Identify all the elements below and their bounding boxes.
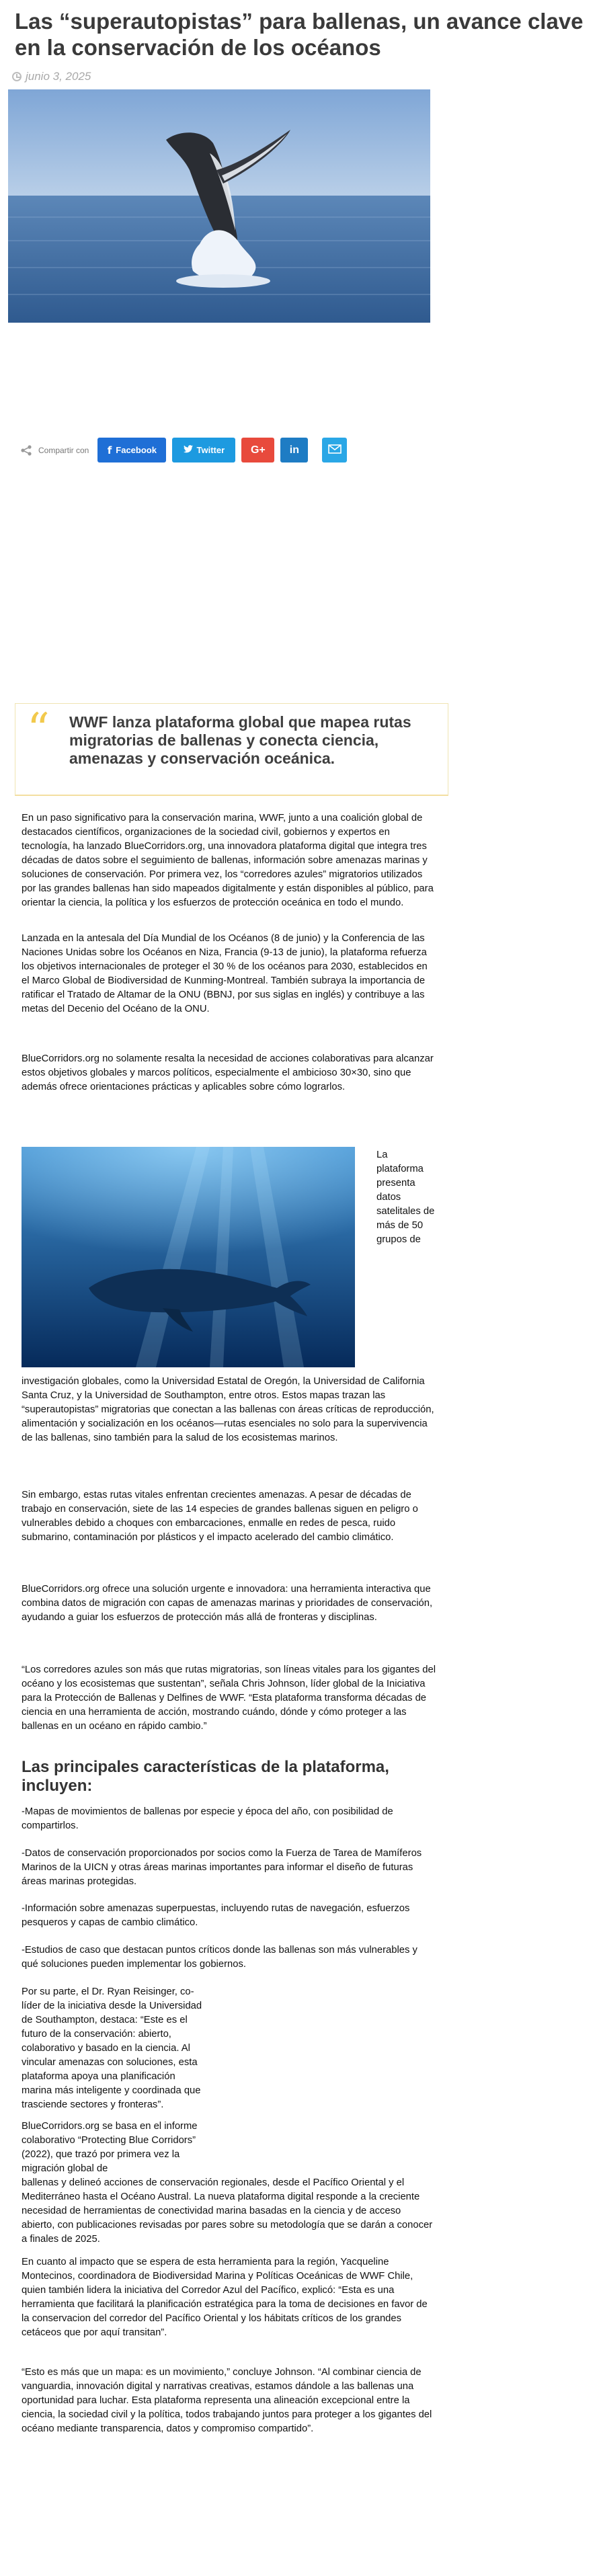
paragraph-8: Por su parte, el Dr. Ryan Reisinger, co-líder de la iniciativa desde la Universidad de Southampton, destaca: “Este es el futuro de la conservación: abierto, colaborativo y basado en la ciencia. Al vincular amenazas con soluciones, esta plataforma apoya una planificación marina más inteligente y coordinada que trasciende sectores y fronteras”. [22, 1986, 202, 2110]
email-share-button[interactable] [322, 438, 347, 462]
twitter-share-button[interactable] [172, 438, 235, 462]
pullquote-box [15, 703, 448, 796]
paragraph-1: En un paso significativo para la conservación marina, WWF, junto a una coalición global de destacados científicos, organizaciones de la sociedad civil, gobiernos y expertos en tecnología, ha lanzado BlueCorridors.org, una innovadora plataforma digital que integra tres décadas de datos sobre el seguimiento de ballenas, información sobre amenazas marinas y soluciones de conservación. Por primera vez, los “corredores azules” migratorios utilizados por las grandes ballenas han sido mapeados digitalmente y están disponibles al público, para orientar la ciencia, la política y los esfuerzos de protección oceánica en todo el mundo. [22, 813, 434, 908]
underwater-whale-image [22, 1147, 355, 1367]
facebook-label: Facebook [116, 445, 157, 455]
feature-item-1: -Mapas de movimientos de ballenas por especie y época del año, con posibilidad de compartirlos. [22, 1806, 393, 1831]
quote-icon: “ [27, 704, 50, 756]
paragraph-10: En cuanto al impacto que se espera de esta herramienta para la región, Yacqueline Montecinos, coordinadora de Biodiversidad Marina y Políticas Oceánicas de WWF Chile, quien también lidera la iniciativa del Corredor Azul del Pacífico, explicó: “Esta es una herramienta que facilitará la planificación estratégica para la toma de decisiones en favor de la conservacion del corredor del Pacífico Oriental y los hábitats críticos de los grandes cetáceos que por aquí transitan”. [22, 2257, 428, 2338]
linkedin-icon: in [289, 444, 299, 456]
share-icon [20, 444, 32, 456]
paragraph-7: “Los corredores azules son más que rutas migratorias, son líneas vitales para los gigantes del océano y los ecosistemas que sustentan”, señala Chris Johnson, líder global de la Iniciativa para la Protección de Ballenas y Delfines de WWF. “Esta plataforma transforma décadas de ciencia en una herramienta de acción, mostrando cuándo, dónde y cómo proteger a las ballenas en un océano en rápido cambio.” [22, 1664, 436, 1732]
whale-breach-illustration [8, 89, 430, 323]
pullquote-text: WWF lanza plataforma global que mapea rutas migratorias de ballenas y conecta ciencia, amenazas y conservación oceánica. [69, 713, 411, 767]
facebook-share-button[interactable] [97, 438, 166, 462]
article-title: Las “superautopistas” para ballenas, un avance clave en la conservación de los océanos [15, 9, 584, 60]
paragraph-4-side: La plataforma presenta datos satelitales de más de 50 grupos de [376, 1150, 435, 1245]
share-bar [20, 438, 347, 462]
googleplus-share-button[interactable] [241, 438, 274, 462]
feature-item-3: -Información sobre amenazas superpuestas, incluyendo rutas de navegación, esfuerzos pesqueros y capas de cambio climático. [22, 1903, 410, 1928]
email-icon [328, 444, 342, 456]
paragraph-11: “Esto es más que un mapa: es un movimiento,” concluye Johnson. “Al combinar ciencia de vanguardia, innovación digital y narrativas creativas, estamos dándole a las ballenas una oportunidad para luchar. Esta plataforma representa una alineación excepcional entre la ciencia, la sociedad civil y la política, todos trabajando juntos para proteger a los gigantes del océano mediante transparencia, datos y compromiso compartido”. [22, 2367, 432, 2434]
feature-item-4: -Estudios de caso que destacan puntos críticos donde las ballenas son más vulnerables y qué soluciones pueden implementar los gobiernos. [22, 1945, 417, 1970]
date-text: junio 3, 2025 [26, 70, 91, 83]
features-heading: Las principales características de la plataforma, incluyen: [22, 1758, 389, 1795]
linkedin-share-button[interactable] [280, 438, 308, 462]
facebook-icon: f [107, 444, 112, 456]
paragraph-2: Lanzada en la antesala del Día Mundial de los Océanos (8 de junio) y la Conferencia de las Naciones Unidas sobre los Océanos en Niza, Francia (9-13 de junio), la plataforma refuerza los objetivos internacionales de proteger el 30 % de los océanos para 2030, establecidos en el Marco Global de Biodiversidad de Kunming-Montreal. También subraya la importancia de ratificar el Tratado de Altamar de la ONU (BBNJ, por sus siglas en inglés) y contribuye a las metas del Decenio del Océano de la ONU. [22, 933, 428, 1014]
googleplus-label: G+ [250, 444, 266, 456]
clock-icon [12, 72, 22, 81]
share-label: Compartir con [38, 445, 89, 455]
twitter-label: Twitter [196, 445, 225, 455]
feature-item-2: -Datos de conservación proporcionados por socios como la Fuerza de Tarea de Mamíferos Marinos de la UICN y otras áreas marinas importantes para informar el diseño de futuras áreas marinas protegidas. [22, 1848, 422, 1887]
paragraph-4: investigación globales, como la Universidad Estatal de Oregón, la Universidad de California Santa Cruz, y la Universidad de Southampton, entre otros. Estos mapas trazan las “superautopistas” migratorias que conectan a las ballenas con áreas críticas de reproducción, alimentación y socialización en los océanos—rutas esenciales no solo para la supervivencia de las ballenas, sino también para la salud de los ecosistemas marinos. [22, 1376, 434, 1443]
paragraph-9: ballenas y delineó acciones de conservación regionales, desde el Pacífico Oriental y el Mediterráneo hasta el Océano Austral. La nueva plataforma digital responde a la creciente necesidad de herramientas de conectividad marina basadas en la ciencia y de acceso abierto, con publicaciones revisadas por pares sobre su metodología que se darán a conocer a finales de 2025. [22, 2177, 433, 2245]
paragraph-6: BlueCorridors.org ofrece una solución urgente e innovadora: una herramienta interactiva que combina datos de migración con capas de amenazas marinas y prioridades de conservación, ayudando a guiar los esfuerzos de protección más allá de fronteras y disciplinas. [22, 1584, 433, 1623]
paragraph-5: Sin embargo, estas rutas vitales enfrentan crecientes amenazas. A pesar de décadas de trabajo en conservación, siete de las 14 especies de grandes ballenas siguen en peligro o vulnerables debido a choques con embarcaciones, enmalle en redes de pesca, ruido submarino, contaminación por plásticos y el impacto acelerado del cambio climático. [22, 1490, 418, 1543]
paragraph-9-side: BlueCorridors.org se basa en el informe colaborativo “Protecting Blue Corridors” (2022), que trazó por primera vez la migración global de [22, 2121, 198, 2174]
underwater-whale-illustration [22, 1147, 355, 1367]
paragraph-3: BlueCorridors.org no solamente resalta la necesidad de acciones colaborativas para alcanzar estos objetivos globales y marcos políticos, especialmente el ambicioso 30×30, sino que además ofrece orientaciones prácticas y aplicables sobre cómo lograrlos. [22, 1053, 434, 1092]
twitter-icon [184, 445, 193, 455]
publish-date [12, 70, 91, 83]
hero-whale-image [8, 89, 430, 323]
